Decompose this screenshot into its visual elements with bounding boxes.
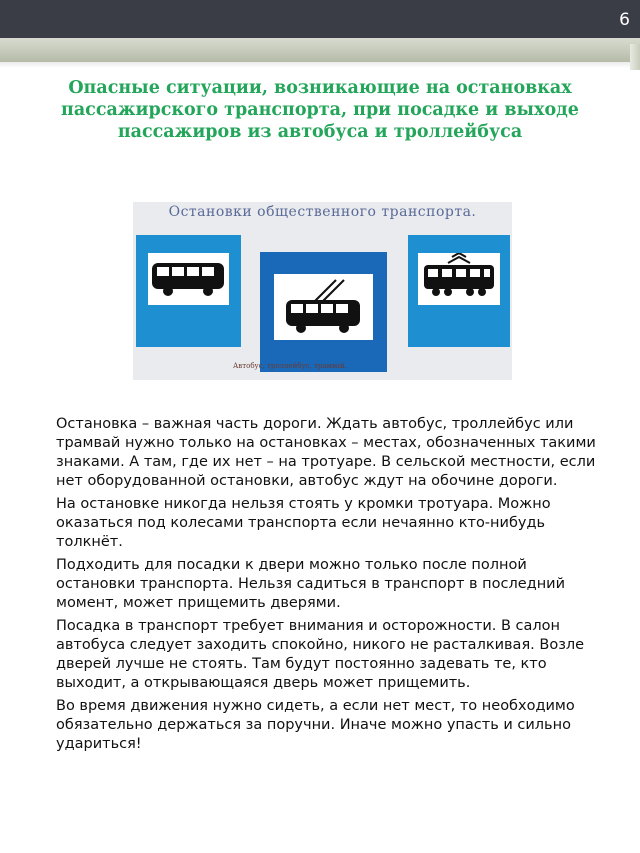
trolleybus-icon (274, 274, 373, 340)
header-side-accent (630, 44, 640, 70)
paragraph: Во время движения нужно сидеть, а если нет мест, то необходимо обязательно держаться за поручни. Иначе можно упасть и сильно удариться! (56, 698, 575, 752)
paragraph: Остановка – важная часть дороги. Ждать автобус, троллейбус или трамвай нужно только на остановках – местах, обозначенных такими знаками. А там, где их нет – на тротуаре. В сельской местности, если нет оборудованной остановки, автобус ждут на обочине дороги. (56, 416, 596, 489)
trolleybus-stop-sign (260, 252, 387, 372)
image-caption-top: Остановки общественного транспорта. (168, 204, 477, 220)
slide-title: Опасные ситуации, возникающие на остановках пассажирского транспорта, при посадке и выходе пассажиров из автобуса и троллейбуса (61, 78, 579, 142)
image-caption-bottom: Автобус, троллейбус, трамвай. (233, 362, 347, 370)
bus-stop-sign (136, 235, 241, 347)
slide-body-text (56, 415, 609, 758)
tram-icon (418, 253, 500, 305)
slide-number: 6 (619, 10, 630, 30)
paragraph: На остановке никогда нельзя стоять у кромки тротуара. Можно оказаться под колесами транспорта если нечаянно кто-нибудь толкнёт. (56, 496, 551, 550)
bus-icon (148, 253, 229, 305)
tram-stop-sign (408, 235, 510, 347)
transport-stop-signs-image (133, 202, 512, 380)
paragraph: Подходить для посадки к двери можно только после полной остановки транспорта. Нельзя садиться в транспорт в последний момент, может прищемить дверями. (56, 557, 566, 611)
slide-header-band (0, 38, 640, 62)
header-shadow (0, 62, 640, 68)
paragraph: Посадка в транспорт требует внимания и осторожности. В салон автобуса следует заходить спокойно, никого не расталкивая. Возле дверей лучше не стоять. Там будут постоянно задевать те, кто выходит, а открывающаяся дверь может прищемить. (56, 618, 585, 691)
